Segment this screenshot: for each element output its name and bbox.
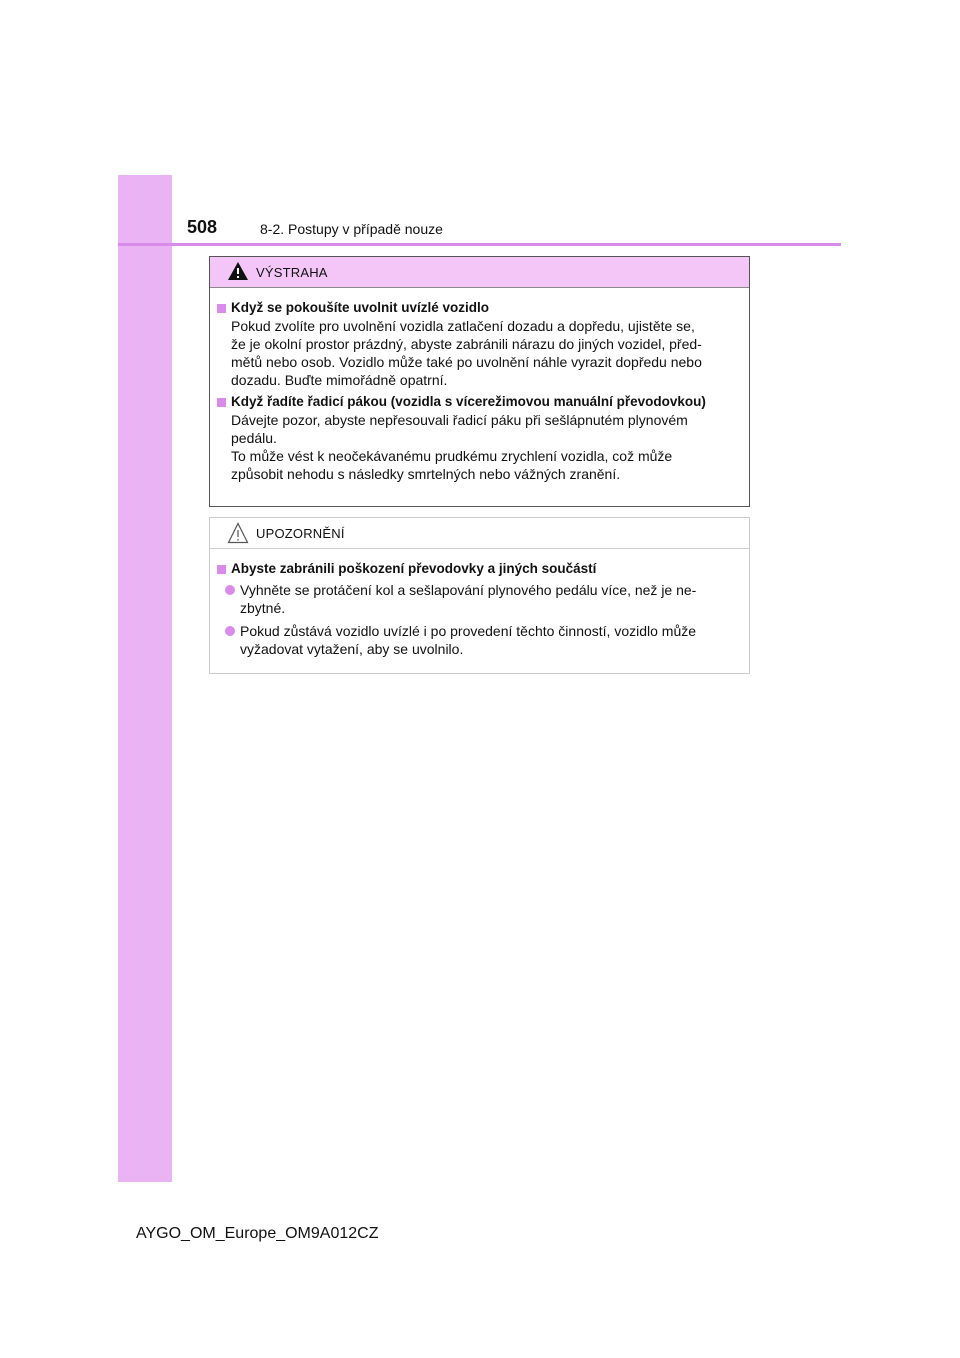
warning-item (217, 393, 742, 483)
warning-item-heading: Když řadíte řadicí pákou (vozidla s vícerežimovou manuální převodovkou) (217, 393, 742, 411)
caution-triangle-icon (227, 522, 249, 544)
square-bullet-icon (217, 565, 226, 574)
caution-bullet: Vyhněte se protáčení kol a sešlapování plynového pedálu více, než je ne- zbytné. (225, 581, 742, 617)
page-number: 508 (187, 217, 218, 237)
warning-box (209, 256, 750, 507)
caution-bullet: Pokud zůstává vozidlo uvízlé i po provedení těchto činností, vozidlo může vyžadovat vytažení, aby se uvolnilo. (225, 622, 742, 658)
warning-title: VÝSTRAHA (256, 265, 328, 280)
warning-item-heading: Když se pokoušíte uvolnit uvízlé vozidlo (217, 299, 742, 317)
warning-item-text: Dávejte pozor, abyste nepřesouvali řadicí páku při sešlápnutém plynovém pedálu. To může vést k neočekávanému prudkému zrychlení vozidla, což může způsobit nehodu s následky smrtelných nebo vážných zranění. (231, 412, 688, 482)
side-tab-band (118, 175, 172, 1182)
caution-title: UPOZORNĚNÍ (256, 526, 345, 541)
section-title: 8-2. Postupy v případě nouze (260, 221, 443, 237)
warning-item (217, 299, 742, 389)
header-rule (118, 243, 841, 246)
square-bullet-icon (217, 398, 226, 407)
warning-box-header (210, 257, 749, 288)
warning-item-text: Pokud zvolíte pro uvolnění vozidla zatlačení dozadu a dopředu, ujistěte se, že je okolní prostor prázdný, abyste zabránili nárazu do jiných vozidel, před- mětů nebo osob. Vozidlo může také po uvolnění náhle vyrazit dopředu nebo dozadu. Buďte mimořádně opatrní. (231, 318, 702, 388)
warning-body (210, 288, 749, 483)
square-bullet-icon (217, 304, 226, 313)
caution-heading: Abyste zabránili poškození převodovky a jiných součástí (217, 560, 742, 578)
round-bullet-icon (225, 585, 235, 595)
caution-body (210, 549, 749, 658)
caution-box-header (210, 518, 749, 549)
caution-box (209, 517, 750, 674)
round-bullet-icon (225, 626, 235, 636)
document-code: AYGO_OM_Europe_OM9A012CZ (136, 1225, 379, 1242)
warning-triangle-icon (227, 261, 249, 281)
